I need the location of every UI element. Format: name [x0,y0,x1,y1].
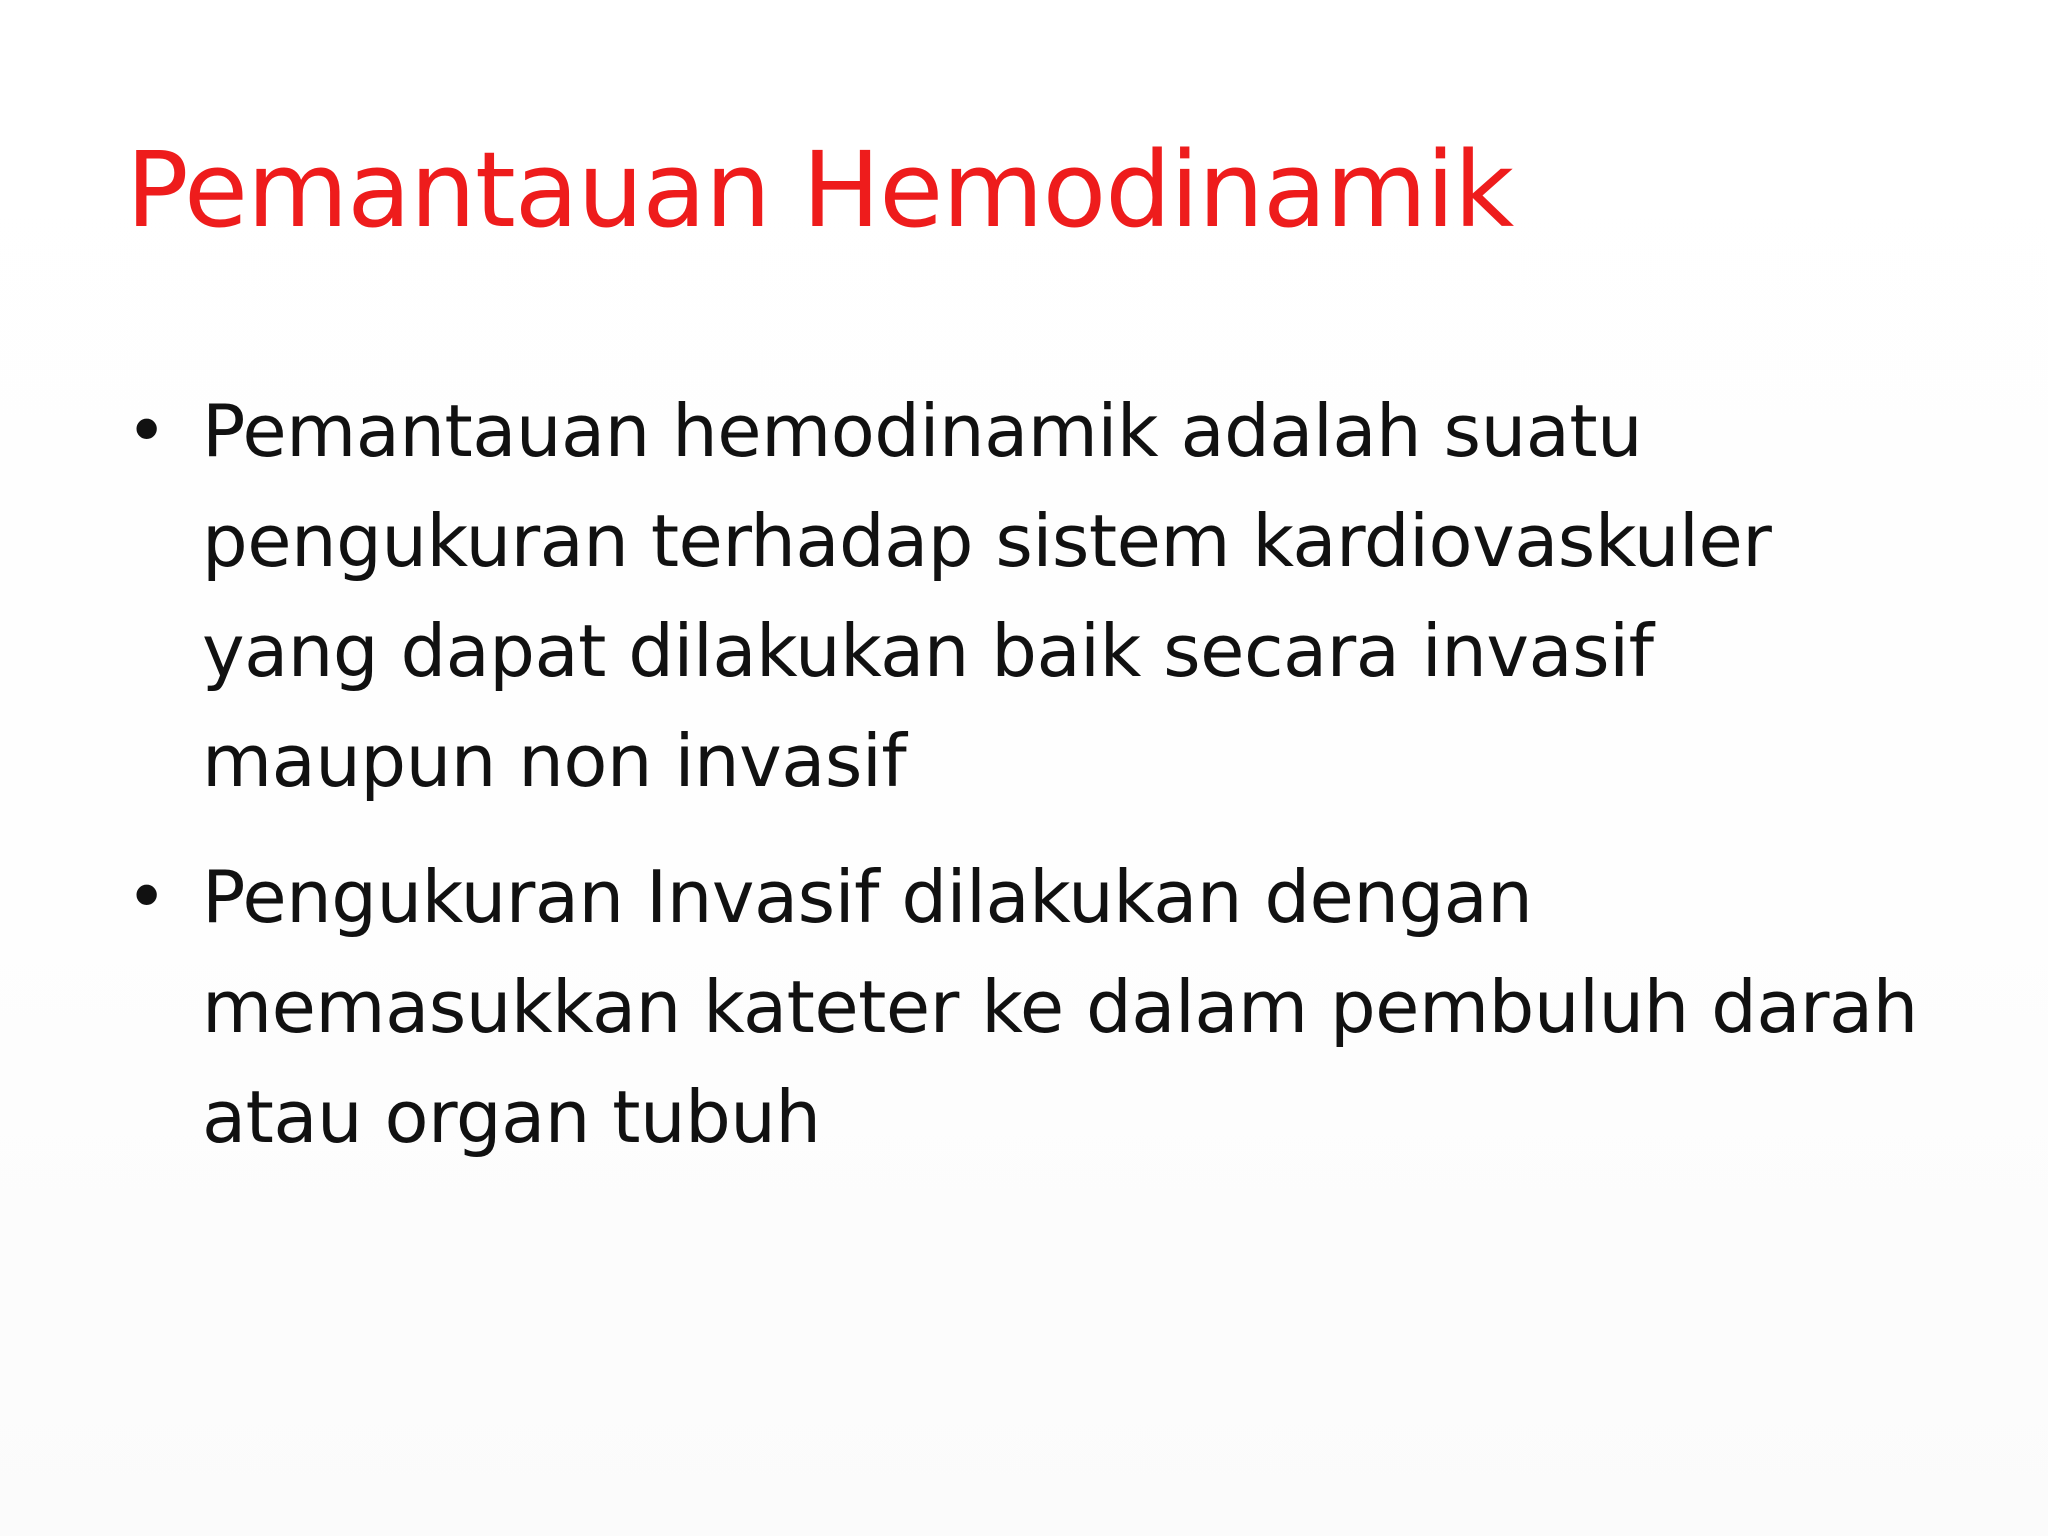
slide-title: Pemantauan Hemodinamik [126,129,1514,251]
bullet-text: Pengukuran Invasif dilakukan dengan memasukkan kateter ke dalam pembuluh darah atau organ tubuh [202,855,1918,1159]
bullet-icon: • [126,390,168,472]
bullet-list [126,376,1966,1198]
bullet-icon: • [126,856,168,938]
bullet-item [126,842,1966,1172]
bullet-item [126,376,1966,816]
bullet-text: Pemantauan hemodinamik adalah suatu pengukuran terhadap sistem kardiovaskuler yang dapat dilakukan baik secara invasif maupun non invasif [202,389,1772,803]
